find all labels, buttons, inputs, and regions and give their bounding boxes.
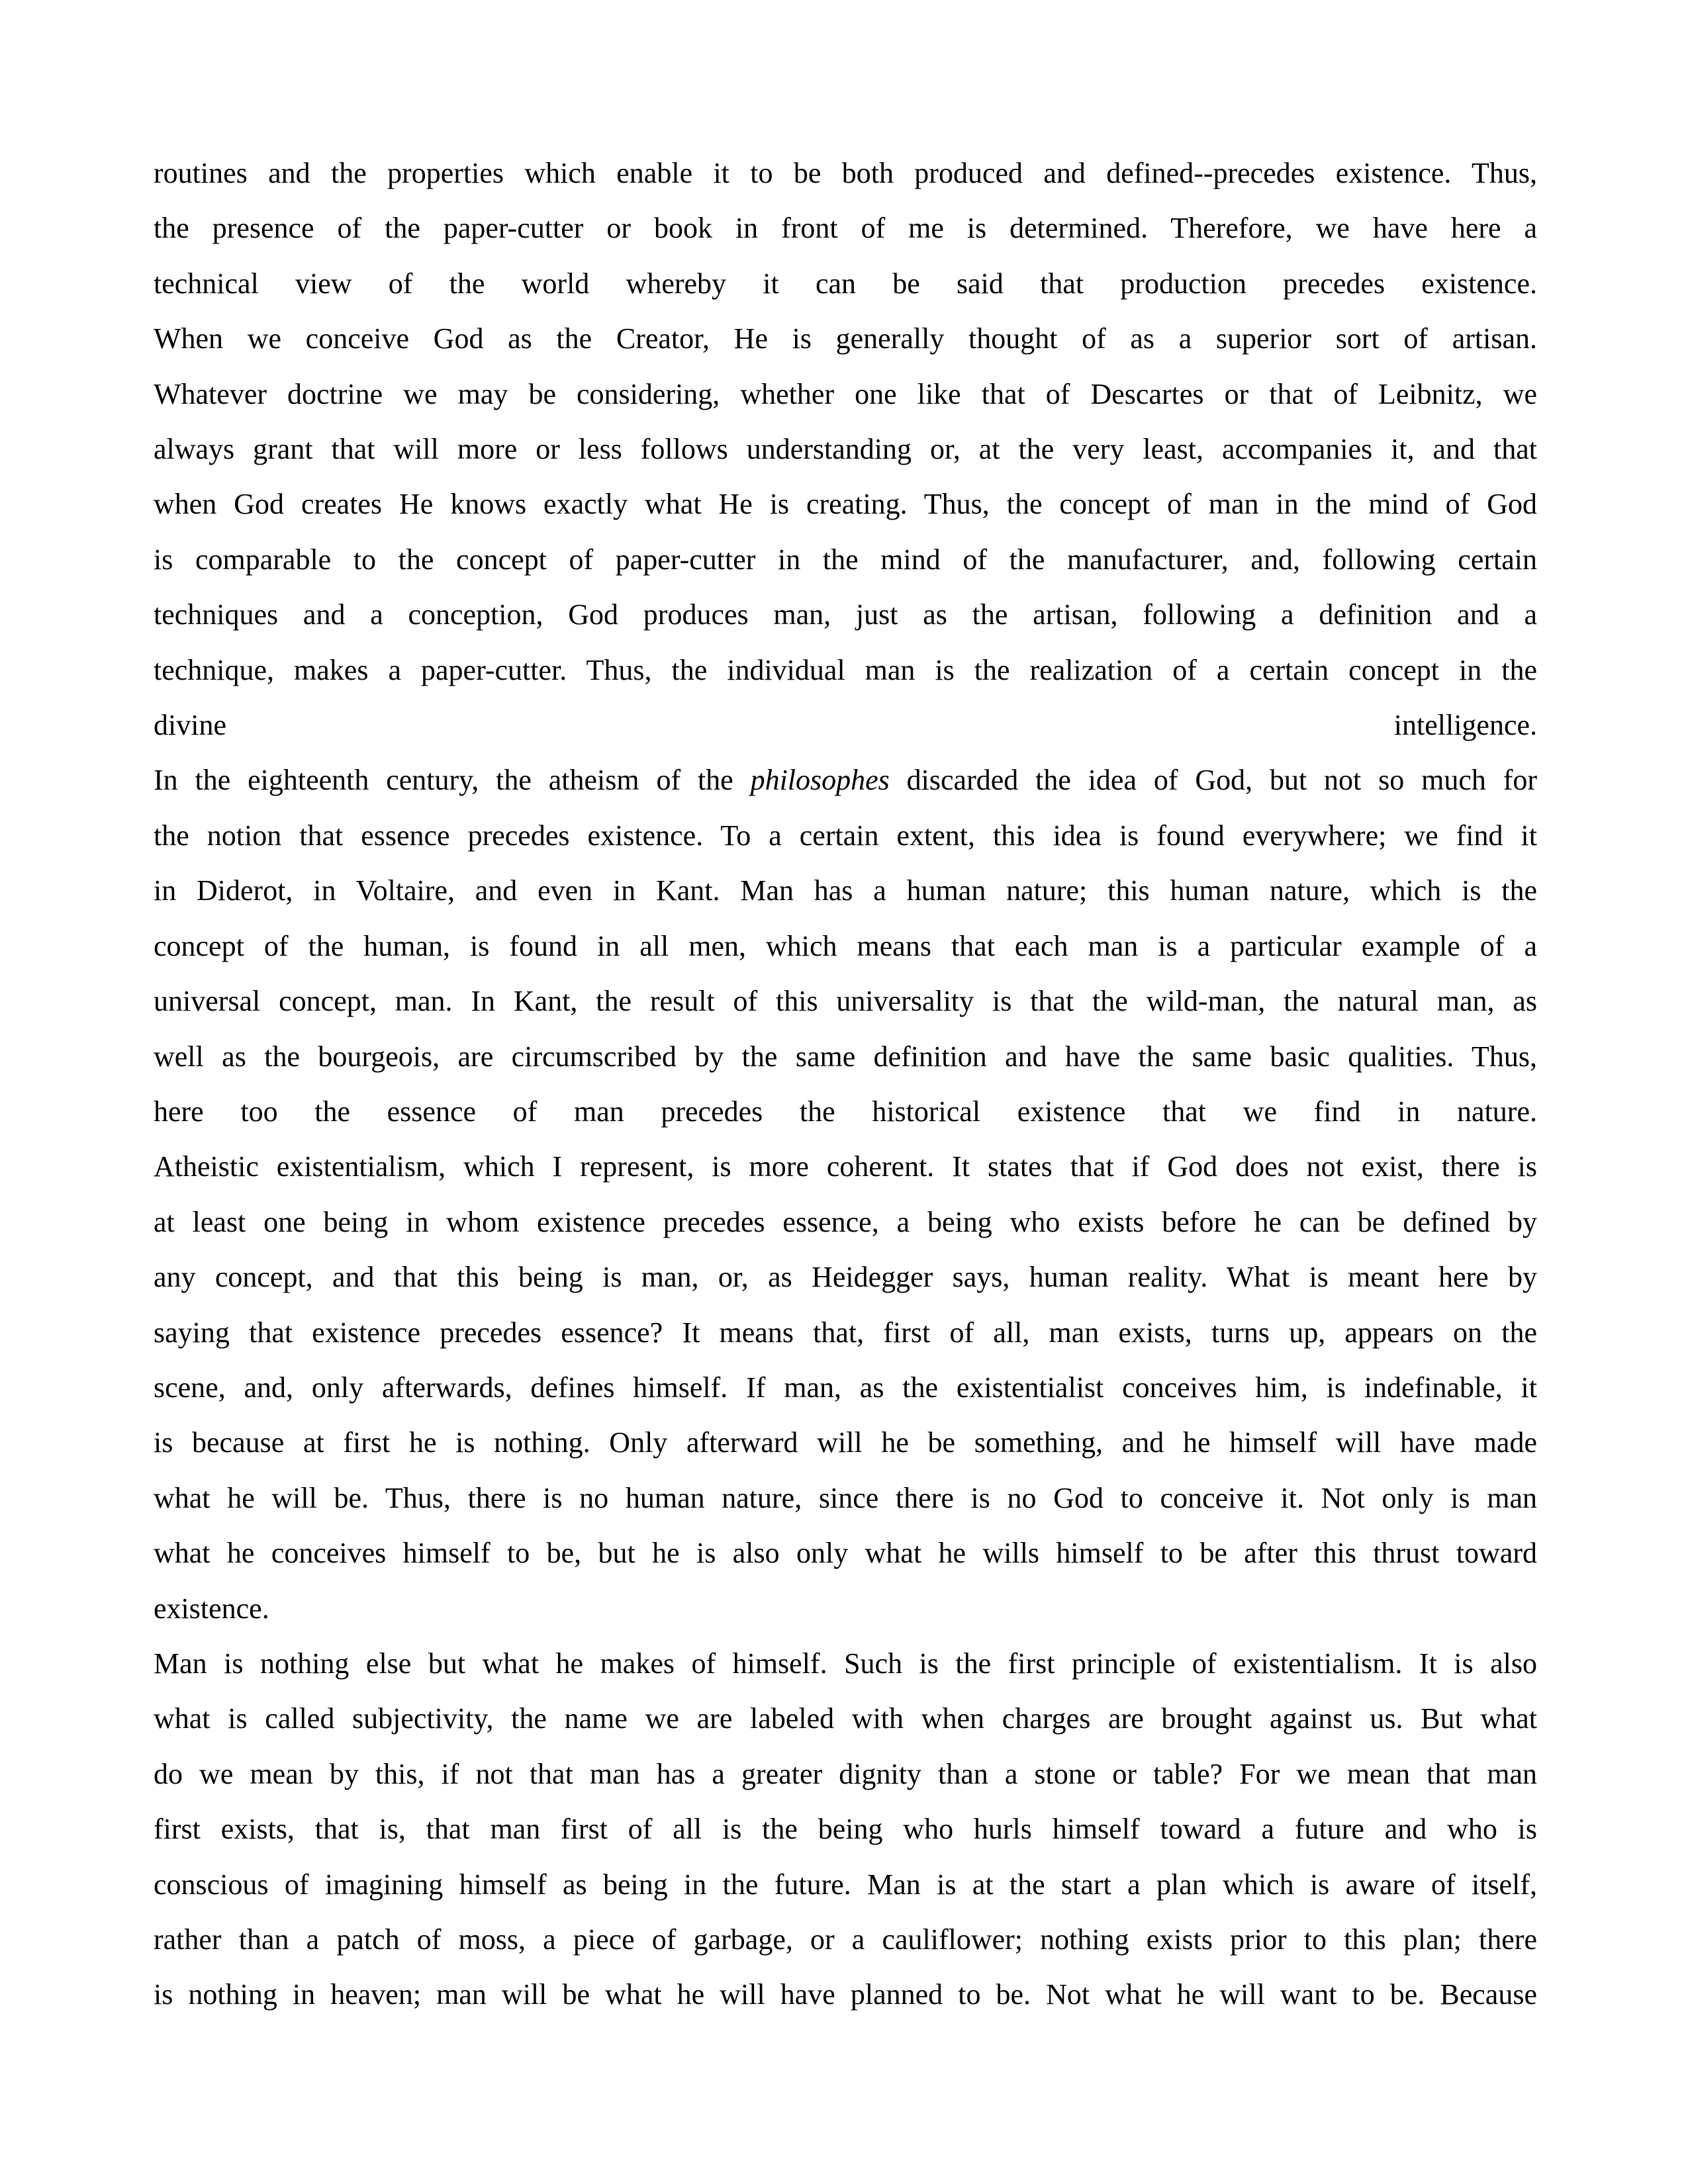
text-line: universal concept, man. In Kant, the result of this universality is that the wild-man, the natural man, as xyxy=(154,985,1537,1018)
text-line: is because at first he is nothing. Only afterward will he be something, and he himself will have made xyxy=(154,1426,1537,1459)
text-line: rather than a patch of moss, a piece of garbage, or a cauliflower; nothing exists prior to this plan; there xyxy=(154,1923,1537,1956)
text-line: first exists, that is, that man first of all is the being who hurls himself toward a future and who is xyxy=(154,1813,1537,1846)
text-line: saying that existence precedes essence? It means that, first of all, man exists, turns up, appears on the xyxy=(154,1316,1537,1349)
text-line: Atheistic existentialism, which I represent, is more coherent. It states that if God does not exist, there is xyxy=(154,1150,1537,1183)
text-line: at least one being in whom existence precedes essence, a being who exists before he can be defined by xyxy=(154,1205,1537,1238)
italic-term: philosophes xyxy=(750,764,890,797)
text-line: the presence of the paper-cutter or book in front of me is determined. Therefore, we have here a xyxy=(154,212,1537,245)
text-line: what is called subjectivity, the name we are labeled with when charges are brought against us. But what xyxy=(154,1702,1537,1735)
text-line: Whatever doctrine we may be considering, whether one like that of Descartes or that of Leibnitz, we xyxy=(154,377,1537,410)
text-line: always grant that will more or less follows understanding or, at the very least, accompanies it, and that xyxy=(154,433,1537,466)
text-line: technique, makes a paper-cutter. Thus, the individual man is the realization of a certain concept in the xyxy=(154,653,1537,686)
text-line: technical view of the world whereby it can be said that production precedes existence. xyxy=(154,267,1537,300)
text-line: concept of the human, is found in all men, which means that each man is a particular example of a xyxy=(154,929,1537,962)
text-line: is nothing in heaven; man will be what he will have planned to be. Not what he will want to be. Because xyxy=(154,1978,1537,2011)
text-line: in Diderot, in Voltaire, and even in Kant. Man has a human nature; this human nature, which is the xyxy=(154,874,1537,907)
text-line: is comparable to the concept of paper-cutter in the mind of the manufacturer, and, following certain xyxy=(154,543,1537,576)
text-line: Man is nothing else but what he makes of himself. Such is the first principle of existentialism. It is also xyxy=(154,1647,1537,1680)
text-line: existence. xyxy=(154,1592,269,1625)
body-text xyxy=(154,146,1537,2023)
text-line: do we mean by this, if not that man has a greater dignity than a stone or table? For we mean that man xyxy=(154,1757,1537,1790)
text-line: when God creates He knows exactly what He is creating. Thus, the concept of man in the mind of God xyxy=(154,488,1537,521)
text-line: what he conceives himself to be, but he is also only what he wills himself to be after this thrust toward xyxy=(154,1537,1537,1570)
text-line: When we conceive God as the Creator, He is generally thought of as a superior sort of artisan. xyxy=(154,322,1537,355)
text-line: the notion that essence precedes existence. To a certain extent, this idea is found everywhere; we find it xyxy=(154,819,1537,852)
text-line: here too the essence of man precedes the historical existence that we find in nature. xyxy=(154,1095,1537,1128)
document-page xyxy=(154,146,1537,2023)
text-line: what he will be. Thus, there is no human nature, since there is no God to conceive it. Not only is man xyxy=(154,1481,1537,1514)
text-segment: In the eighteenth century, the atheism of the xyxy=(154,764,751,797)
text-line: techniques and a conception, God produces man, just as the artisan, following a definition and a xyxy=(154,598,1537,631)
text-line: scene, and, only afterwards, defines himself. If man, as the existentialist conceives him, is indefinable, it xyxy=(154,1371,1537,1404)
text-line: any concept, and that this being is man, or, as Heidegger says, human reality. What is meant here by xyxy=(154,1261,1537,1294)
text-line xyxy=(154,752,1537,807)
text-line: well as the bourgeois, are circumscribed by the same definition and have the same basic qualities. Thus, xyxy=(154,1040,1537,1073)
text-line: divine intelligence. xyxy=(154,709,1537,742)
text-line: conscious of imagining himself as being in the future. Man is at the start a plan which is aware of itself, xyxy=(154,1868,1537,1901)
text-line: routines and the properties which enable it to be both produced and defined--precedes existence. Thus, xyxy=(154,157,1537,189)
text-segment: discarded the idea of God, but not so much for xyxy=(889,764,1538,797)
